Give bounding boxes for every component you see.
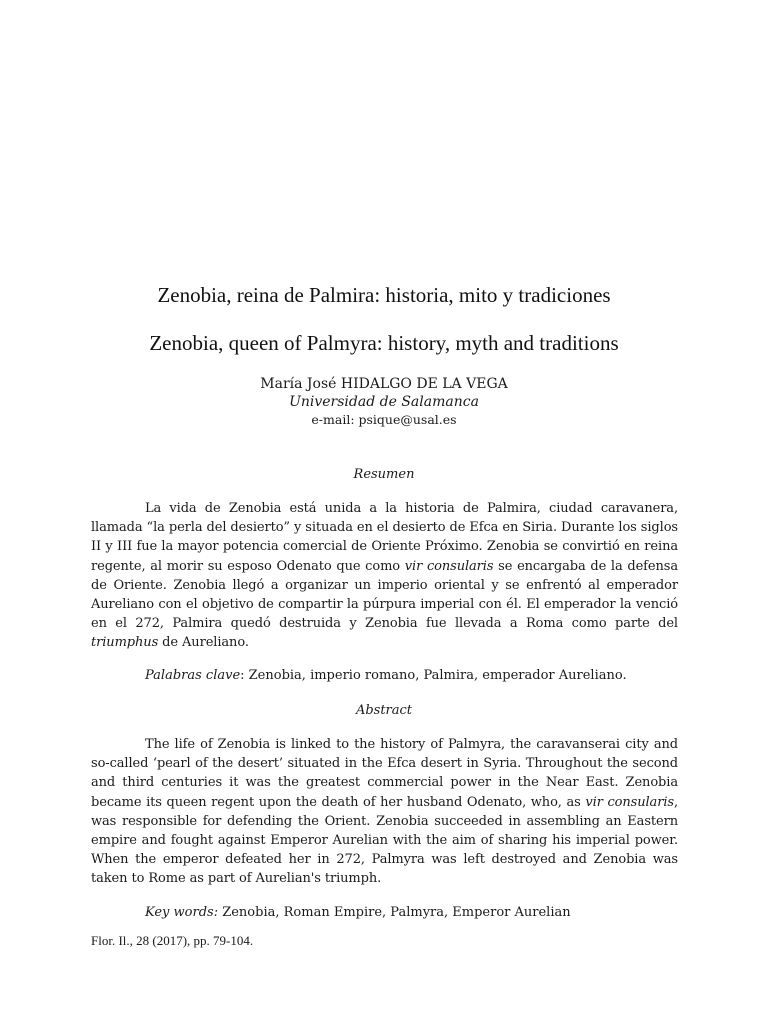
abstract-keywords [145,903,685,922]
author-email: e-mail: psique@usal.es [311,412,457,427]
journal-citation: Flor. Il., 28 (2017), pp. 79-104. [91,933,254,948]
resumen-keywords-text: : Zenobia, imperio romano, Palmira, emperador Aureliano. [240,668,627,683]
title-english: Zenobia, queen of Palmyra: history, myth and traditions [149,331,619,355]
author-block [0,375,768,429]
resumen-text-3: de Aureliano. [158,635,249,651]
abstract-paragraph [91,735,678,889]
abstract-term-vir-consularis: vir consularis [585,794,674,810]
author-name: María José HIDALGO DE LA VEGA [260,376,508,392]
title-spanish: Zenobia, reina de Palmira: historia, mito y tradiciones [157,283,611,307]
resumen-text-1: La vida de Zenobia está unida a la historia de Palmira, ciudad caravanera, llamada “la perla del desierto” y situada en el desierto de Efca en Siria. Durante los siglos II y III fue la mayor potencia comercial de Oriente Próximo. Zenobia se convirtió en reina regente, al morir su esposo Odenato que como [91,501,678,574]
resumen-term-vir-consularis: vir consularis [404,558,494,574]
abstract-text-1: The life of Zenobia is linked to the history of Palmyra, the caravanserai city and so-called ‘pearl of the desert’ situated in the Efca desert in Syria. Throughout the second and third centuries it was the greatest commercial power in the Near East. Zenobia became its queen regent upon the death of her husband Odenato, who, as [91,737,678,810]
resumen-heading: Resumen [353,467,415,482]
abstract-text-2: , was responsible for defending the Orient. Zenobia succeeded in assembling an Eastern empire and fought against Emperor Aurelian with the aim of sharing his imperial power. When the emperor defeated her in 272, Palmyra was left destroyed and Zenobia was taken to Rome as part of Aurelian's triumph. [91,794,678,887]
resumen-paragraph [91,499,678,653]
resumen-text-2: se encargaba de la defensa de Oriente. Zenobia llegó a organizar un imperio oriental y se enfrentó al emperador Aureliano con el objetivo de compartir la púrpura imperial con él. El emperador la venció en el 272, Palmira quedó destruida y Zenobia fue llevada a Roma como parte del [91,558,678,632]
resumen-keywords [145,666,685,685]
abstract-heading: Abstract [355,703,413,718]
author-affiliation: Universidad de Salamanca [289,394,479,410]
resumen-keywords-label: Palabras clave [145,668,241,683]
abstract-keywords-label: Key words: [145,905,219,920]
abstract-keywords-text: Zenobia, Roman Empire, Palmyra, Emperor Aurelian [218,905,571,920]
resumen-term-triumphus: triumphus [91,635,159,651]
